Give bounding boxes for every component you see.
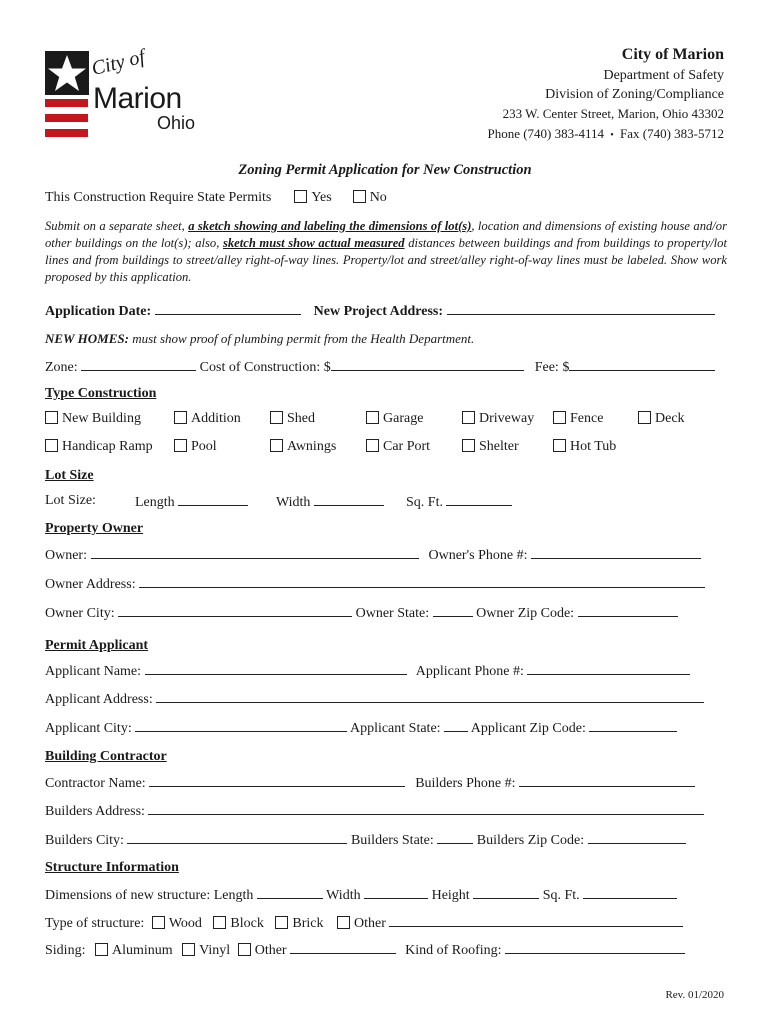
applicant-address-field[interactable] [156, 690, 704, 703]
state-permits-no-checkbox[interactable] [353, 190, 366, 203]
header-address: 233 W. Center Street, Marion, Ohio 43302 [502, 106, 724, 121]
siding-checkbox[interactable] [182, 943, 195, 956]
owner-phone-label: Owner's Phone #: [428, 548, 528, 563]
header-fax: Fax (740) 383-5712 [620, 126, 724, 141]
structure-sqft-field[interactable] [583, 886, 677, 899]
owner-state-label: Owner State: [355, 606, 430, 621]
instructions-emphasis: a sketch showing and labeling the dimensions of lot(s) [188, 219, 472, 233]
application-row [45, 302, 715, 320]
structure-type-row [45, 914, 683, 932]
construction-type-option[interactable] [462, 439, 519, 455]
lot-size-heading: Lot Size [45, 468, 94, 483]
logo-stripe [45, 129, 88, 137]
applicant-address-row [45, 690, 704, 708]
contractor-name-field[interactable] [149, 774, 405, 787]
checkbox[interactable] [366, 439, 379, 452]
checkbox[interactable] [553, 411, 566, 424]
instructions-text: distances between buildings and from buildings to property/lot lines and from buildings to street/alley right-of-way lines. Property/lot and street/alley right-of-way lines must be labeled. Show work proposed by this application. [45, 236, 727, 284]
header-division: Division of Zoning/Compliance [545, 87, 724, 102]
state-permits-row [45, 190, 387, 206]
building-contractor-heading: Building Contractor [45, 749, 167, 764]
applicant-zip-field[interactable] [589, 719, 677, 732]
owner-city-label: Owner City: [45, 606, 115, 621]
applicant-zip-label: Applicant Zip Code: [470, 721, 586, 736]
structure-type-option: Block [230, 916, 264, 931]
application-date-label: Application Date: [45, 304, 152, 319]
builders-phone-label: Builders Phone #: [415, 776, 516, 791]
checkbox[interactable] [174, 411, 187, 424]
applicant-phone-label: Applicant Phone #: [415, 664, 524, 679]
structure-width-label: Width [326, 888, 361, 903]
structure-sqft-label: Sq. Ft. [542, 888, 580, 903]
builders-address-row [45, 802, 704, 820]
option-label: Garage [383, 411, 424, 426]
checkbox[interactable] [270, 411, 283, 424]
logo-stripe [45, 99, 88, 107]
logo-ohio: Ohio [157, 113, 196, 133]
construction-type-option[interactable] [553, 411, 603, 427]
structure-length-label: Length [213, 888, 254, 903]
owner-address-label: Owner Address: [45, 577, 136, 592]
lot-length [135, 493, 248, 511]
option-label: Shelter [479, 439, 519, 454]
option-label: Handicap Ramp [62, 439, 153, 454]
lot-size-label: Lot Size: [45, 493, 96, 508]
builders-address-field[interactable] [148, 802, 704, 815]
fee-label: Fee: $ [534, 360, 570, 375]
fee-field[interactable] [569, 358, 715, 371]
star-icon [45, 51, 89, 95]
checkbox[interactable] [45, 411, 58, 424]
siding-option: Vinyl [199, 943, 231, 958]
header-phone: Phone (740) 383-4114 [487, 126, 604, 141]
applicant-city-field[interactable] [135, 719, 347, 732]
owner-state-field[interactable] [433, 604, 473, 617]
owner-row [45, 546, 701, 564]
option-label: Addition [191, 411, 241, 426]
header-department: Department of Safety [603, 68, 724, 83]
builders-state-field[interactable] [437, 831, 473, 844]
builders-zip-label: Builders Zip Code: [476, 833, 585, 848]
roofing-label: Kind of Roofing: [405, 943, 502, 958]
lot-width [276, 493, 384, 511]
application-date-field[interactable] [155, 302, 301, 315]
construction-type-option[interactable] [553, 439, 616, 455]
cost-field[interactable] [331, 358, 524, 371]
builders-phone-field[interactable] [519, 774, 695, 787]
checkbox[interactable] [174, 439, 187, 452]
new-homes-label: NEW HOMES: [45, 331, 129, 346]
checkbox[interactable] [638, 411, 651, 424]
header-city: City of Marion [621, 46, 724, 63]
lot-sqft [406, 493, 512, 511]
project-address-label: New Project Address: [313, 304, 444, 319]
structure-type-checkbox[interactable] [152, 916, 165, 929]
construction-type-option[interactable] [174, 411, 241, 427]
revision-date: Rev. 01/2020 [665, 989, 724, 1001]
option-label: Awnings [287, 439, 337, 454]
lot-sqft-field[interactable] [446, 493, 512, 506]
structure-type-other-field[interactable] [389, 914, 683, 927]
builders-city-row [45, 831, 686, 849]
structure-height-field[interactable] [473, 886, 539, 899]
construction-type-option[interactable] [638, 411, 685, 427]
new-homes-note [45, 331, 474, 347]
siding-checkbox[interactable] [95, 943, 108, 956]
owner-label: Owner: [45, 548, 87, 563]
applicant-phone-field[interactable] [527, 662, 690, 675]
instructions-paragraph [45, 218, 727, 286]
type-construction-heading: Type Construction [45, 386, 157, 401]
lot-length-label: Length [135, 495, 175, 510]
siding-row [45, 941, 685, 959]
structure-length-field[interactable] [257, 886, 323, 899]
construction-type-option[interactable] [270, 439, 336, 455]
state-permits-yes-label: Yes [311, 190, 332, 205]
lot-length-field[interactable] [178, 493, 248, 506]
structure-type-checkbox[interactable] [275, 916, 288, 929]
fees-row [45, 358, 715, 376]
checkbox[interactable] [270, 439, 283, 452]
builders-zip-field[interactable] [588, 831, 686, 844]
structure-type-option: Wood [168, 916, 202, 931]
contractor-name-label: Contractor Name: [45, 776, 146, 791]
structure-type-checkbox[interactable] [337, 916, 350, 929]
lot-sqft-label: Sq. Ft. [406, 495, 443, 510]
construction-type-option[interactable] [462, 411, 534, 427]
owner-field[interactable] [91, 546, 419, 559]
siding-other-field[interactable] [290, 941, 396, 954]
construction-type-option[interactable] [174, 439, 217, 455]
option-label: New Building [62, 411, 141, 426]
permit-applicant-heading: Permit Applicant [45, 638, 149, 653]
checkbox[interactable] [462, 411, 475, 424]
option-label: Deck [655, 411, 685, 426]
project-address-field[interactable] [447, 302, 715, 315]
builders-city-field[interactable] [127, 831, 347, 844]
bullet-icon: • [610, 130, 614, 141]
checkbox[interactable] [462, 439, 475, 452]
applicant-address-label: Applicant Address: [45, 692, 153, 707]
roofing-field[interactable] [505, 941, 685, 954]
structure-dims-row [45, 886, 677, 904]
siding-checkbox[interactable] [238, 943, 251, 956]
owner-address-field[interactable] [139, 575, 705, 588]
structure-information-heading: Structure Information [45, 860, 179, 875]
owner-phone-field[interactable] [531, 546, 701, 559]
option-label: Pool [191, 439, 217, 454]
logo-stripe [45, 114, 88, 122]
applicant-name-field[interactable] [145, 662, 407, 675]
state-permits-label: This Construction Require State Permits [45, 190, 272, 205]
construction-type-option[interactable] [45, 439, 153, 455]
logo-star-box [45, 51, 89, 95]
structure-dims-label: Dimensions of new structure: [45, 888, 211, 903]
property-owner-heading: Property Owner [45, 521, 144, 536]
lot-width-label: Width [276, 495, 311, 510]
structure-type-option: Other [353, 916, 386, 931]
contractor-name-row [45, 774, 695, 792]
structure-width-field[interactable] [364, 886, 428, 899]
owner-city-field[interactable] [118, 604, 352, 617]
applicant-name-row [45, 662, 690, 680]
instructions-text: , location and dimensions of existing house and/or other buildings on the lot(s); also, [45, 219, 727, 250]
construction-type-option[interactable] [45, 411, 141, 427]
form-title: Zoning Permit Application for New Construction [238, 162, 532, 178]
checkbox[interactable] [45, 439, 58, 452]
structure-height-label: Height [431, 888, 470, 903]
structure-type-checkbox[interactable] [213, 916, 226, 929]
state-permits-yes-checkbox[interactable] [294, 190, 307, 203]
checkbox[interactable] [366, 411, 379, 424]
instructions-emphasis: sketch must show actual measured [222, 236, 405, 250]
siding-label: Siding: [45, 943, 86, 958]
option-label: Fence [570, 411, 604, 426]
header-contact [487, 126, 724, 142]
checkbox[interactable] [553, 439, 566, 452]
builders-city-label: Builders City: [45, 833, 124, 848]
applicant-state-field[interactable] [444, 719, 468, 732]
option-label: Hot Tub [570, 439, 617, 454]
owner-zip-label: Owner Zip Code: [476, 606, 575, 621]
applicant-city-label: Applicant City: [45, 721, 132, 736]
structure-type-option: Brick [292, 916, 324, 931]
logo-marion: Marion [93, 82, 182, 115]
logo-city-of: City of [89, 45, 148, 81]
state-permits-no-label: No [369, 190, 387, 205]
lot-width-field[interactable] [314, 493, 384, 506]
zone-field[interactable] [81, 358, 196, 371]
new-homes-text: must show proof of plumbing permit from the Health Department. [128, 331, 475, 346]
construction-type-option[interactable] [366, 411, 423, 427]
cost-label: Cost of Construction: $ [199, 360, 331, 375]
siding-option: Other [254, 943, 287, 958]
owner-city-row [45, 604, 678, 622]
instructions-text: Submit on a separate sheet, [45, 219, 189, 233]
owner-zip-field[interactable] [578, 604, 678, 617]
builders-address-label: Builders Address: [45, 804, 145, 819]
zone-label: Zone: [45, 360, 78, 375]
construction-type-option[interactable] [366, 439, 430, 455]
option-label: Car Port [383, 439, 431, 454]
construction-type-option[interactable] [270, 411, 315, 427]
applicant-city-row [45, 719, 677, 737]
siding-option: Aluminum [111, 943, 173, 958]
option-label: Driveway [479, 411, 535, 426]
option-label: Shed [287, 411, 315, 426]
builders-state-label: Builders State: [350, 833, 434, 848]
structure-type-label: Type of structure: [45, 916, 145, 931]
applicant-state-label: Applicant State: [349, 721, 441, 736]
owner-address-row [45, 575, 705, 593]
applicant-name-label: Applicant Name: [45, 664, 142, 679]
